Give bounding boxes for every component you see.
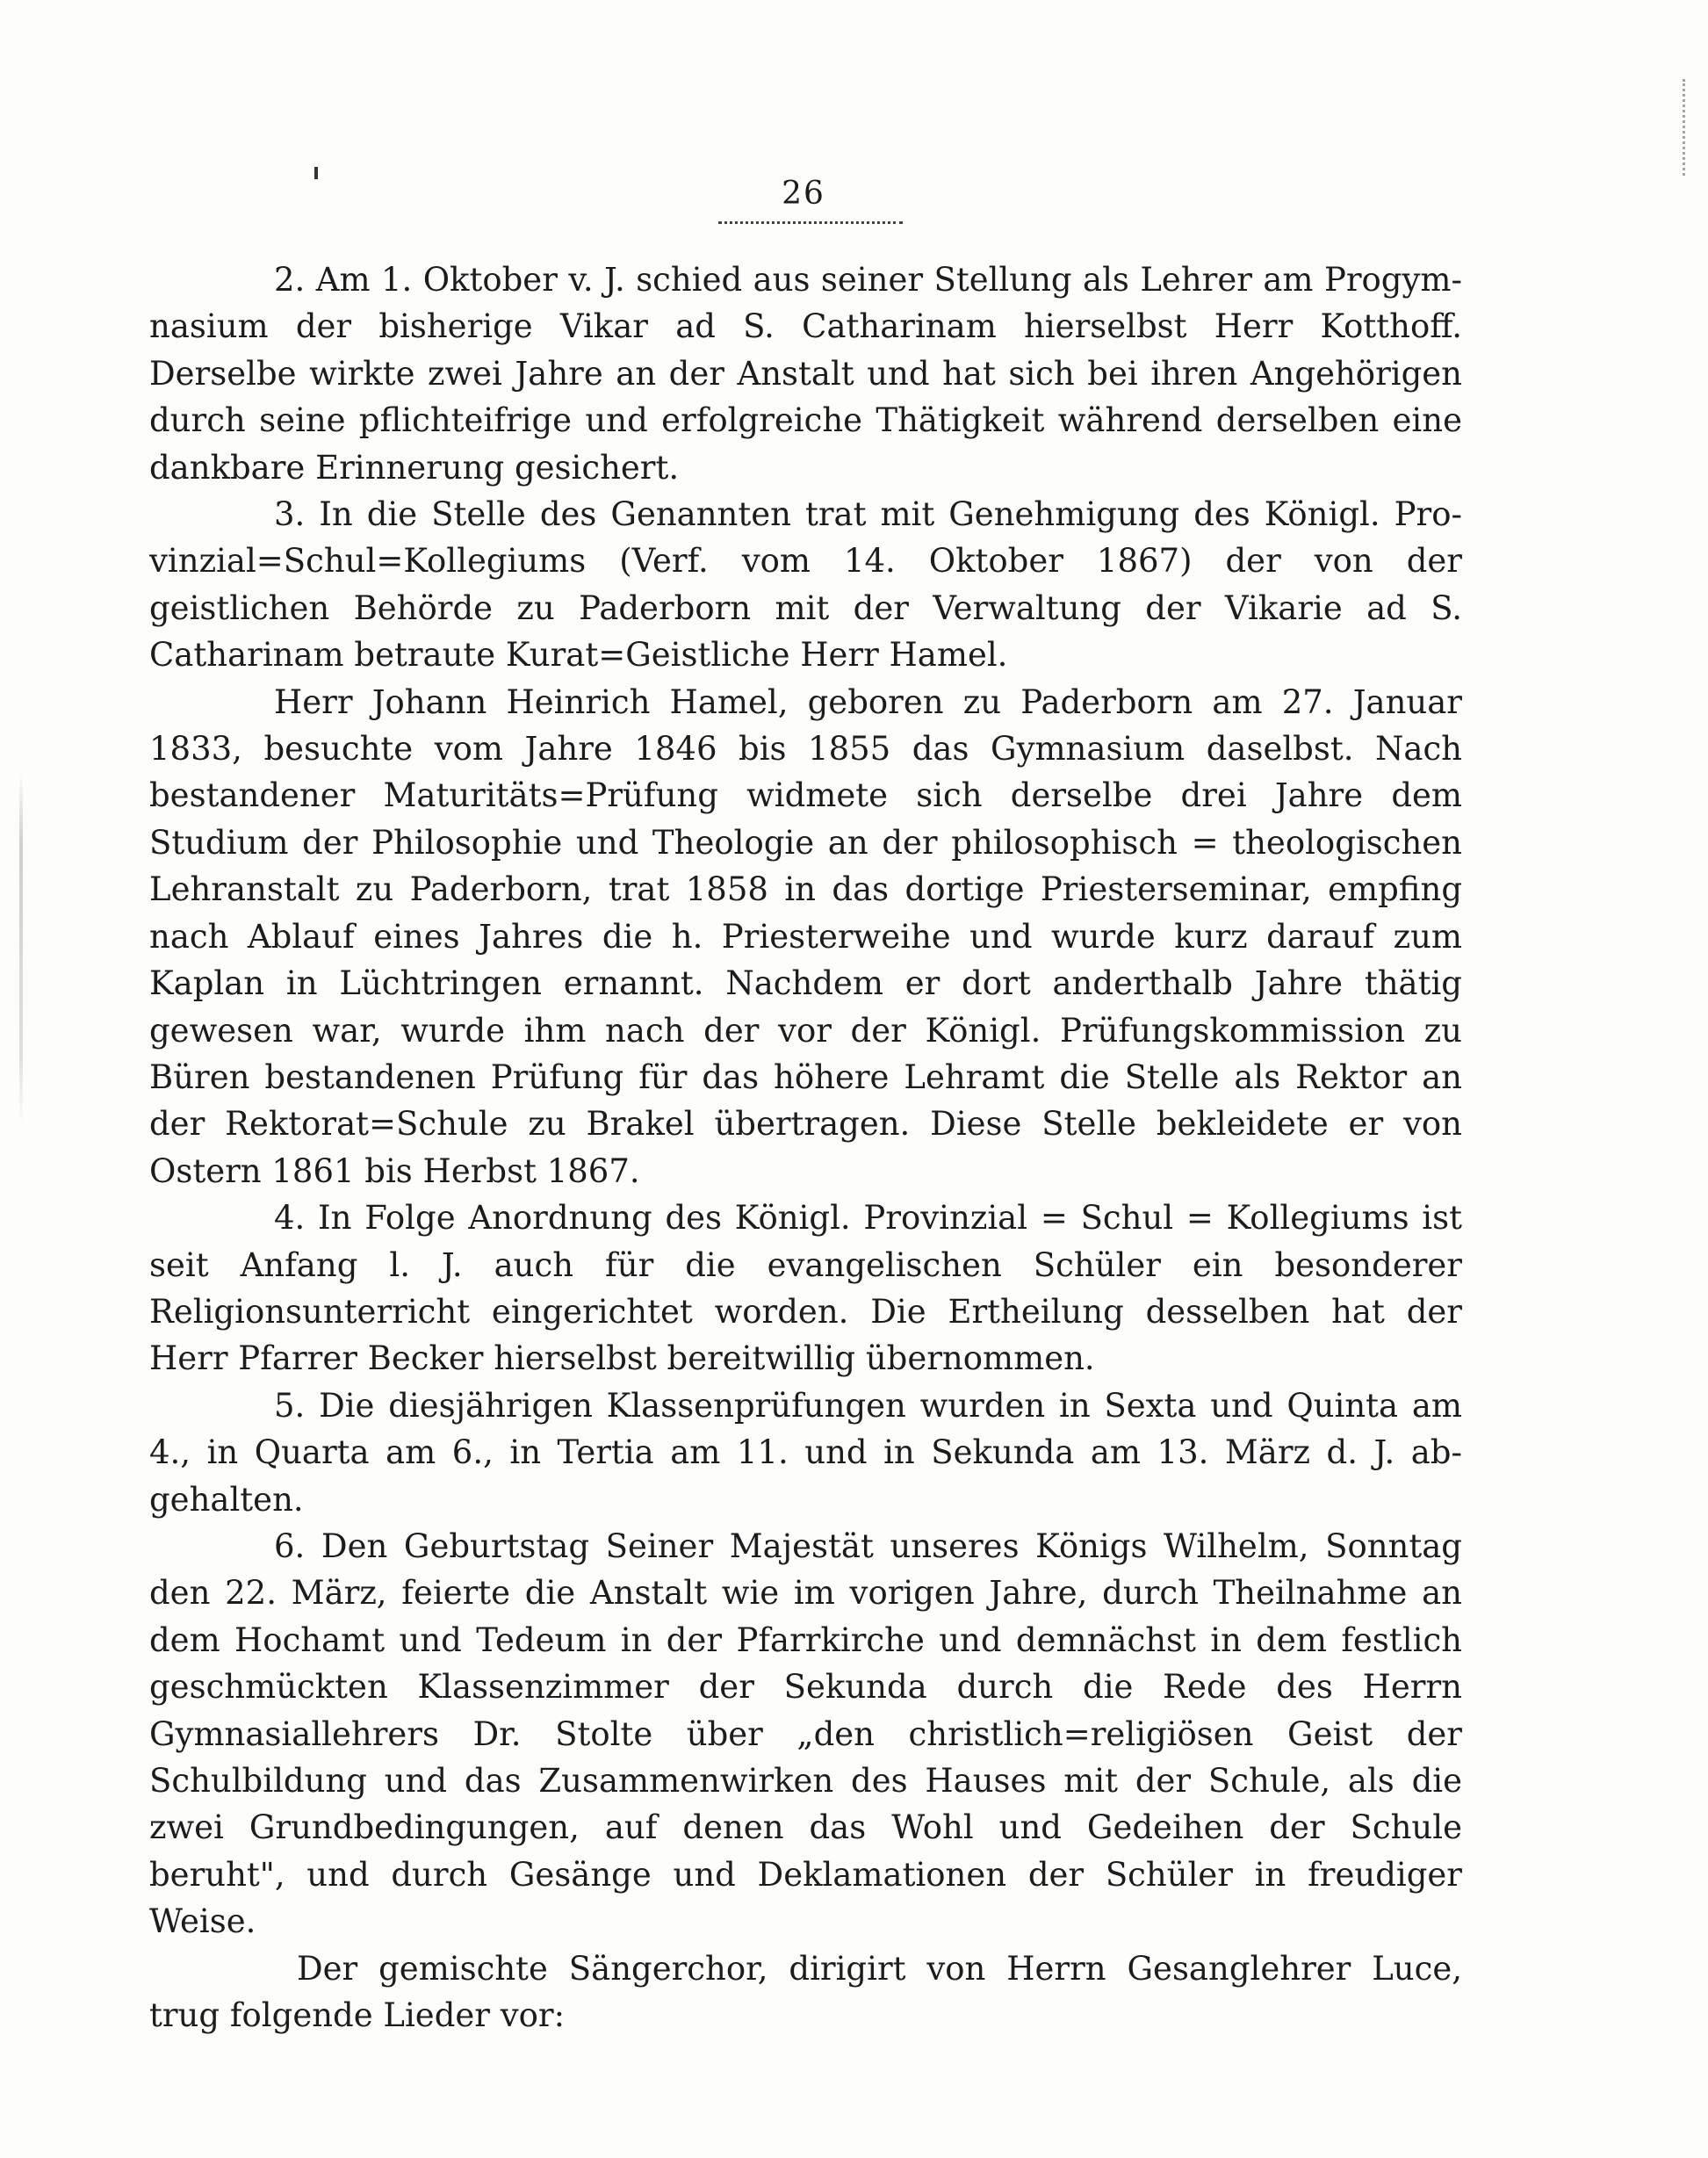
paragraph-hamel-biography: Herr Johann Heinrich Hamel, geboren zu Paderborn am 27. Januar 1833, besuchte vom Jahre 1846 bis 1855 das Gymnasium daselbst. Nach bestandener Maturitäts=Prüfung widmete sich derselbe drei Jahre dem Studium der Philosophie und Theologie an der philosophisch = theologischen Lehranstalt zu Paderborn, trat 1858 in das dortige Priesterseminar, empfing nach Ablauf eines Jahres die h. Priesterweihe und wurde kurz darauf zum Kaplan in Lüchtringen ernannt. Nachdem er dort anderthalb Jahre thätig gewesen war, wurde ihm nach der vor der Königl. Prüfungskommission zu Büren bestandenen Prüfung für das höhere Lehramt die Stelle als Rektor an der Rektorat=Schule zu Brakel übertragen. Diese Stelle bekleidete er von Ostern 1861 bis Herbst 1867.	[149, 682, 1462, 1190]
paragraph-5: 5. Die diesjährigen Klassenprüfungen wurden in Sexta und Quinta am 4., in Quarta am 6., in Tertia am 11. und in Sekunda am 13. März d. J. abgehalten.	[149, 1386, 1462, 1519]
paragraph-3: 3. In die Stelle des Genannten trat mit Genehmigung des Königl. Provinzial=Schul=Kollegiums (Verf. vom 14. Oktober 1867) der von der geistlichen Behörde zu Paderborn mit der Verwaltung der Vikarie ad S. Catharinam betraute Kurat=Geistliche Herr Hamel.	[149, 495, 1462, 675]
paragraph-6: 6. Den Geburtstag Seiner Majestät unseres Königs Wilhelm, Sonntag den 22. März, feierte die Anstalt wie im vorigen Jahre, durch Theilnahme an dem Hochamt und Tedeum in der Pfarrkirche und demnächst in dem festlich geschmückten Klassenzimmer der Sekunda durch die Rede des Herrn Gymnasiallehrers Dr. Stolte über „den christlich=religiösen Geist der Schulbildung und das Zusammenwirken des Hauses mit der Schule, als die zwei Grundbedingungen, auf denen das Wohl und Gedeihen der Schule beruht", und durch Gesänge und Deklamationen der Schüler in freudiger Weise.	[149, 1526, 1462, 1941]
margin-dots	[1683, 79, 1688, 176]
paragraph-2: 2. Am 1. Oktober v. J. schied aus seiner Stellung als Lehrer am Progymnasium der bisherige Vikar ad S. Catharinam hierselbst Herr Kotthoff. Derselbe wirkte zwei Jahre an der Anstalt und hat sich bei ihren Angehörigen durch seine pflichteifrige und erfolgreiche Thätigkeit während derselben eine dankbare Erinnerung gesichert.	[149, 261, 1462, 487]
body-text	[149, 256, 1462, 2039]
page-number: 26	[782, 176, 825, 212]
binding-shadow	[19, 773, 23, 1124]
paragraph-saengerchor: Der gemischte Sängerchor, dirigirt von Herrn Gesanglehrer Luce, trug folgende Lieder vor:	[149, 1949, 1462, 2035]
paragraph-4: 4. In Folge Anordnung des Königl. Provinzial = Schul = Kollegiums ist seit Anfang l. J. auch für die evangelischen Schüler ein besonderer Religionsunterricht eingerichtet worden. Die Ertheilung desselben hat der Herr Pfarrer Becker hierselbst bereitwillig übernommen.	[149, 1199, 1462, 1378]
page-number-rule	[718, 221, 903, 224]
